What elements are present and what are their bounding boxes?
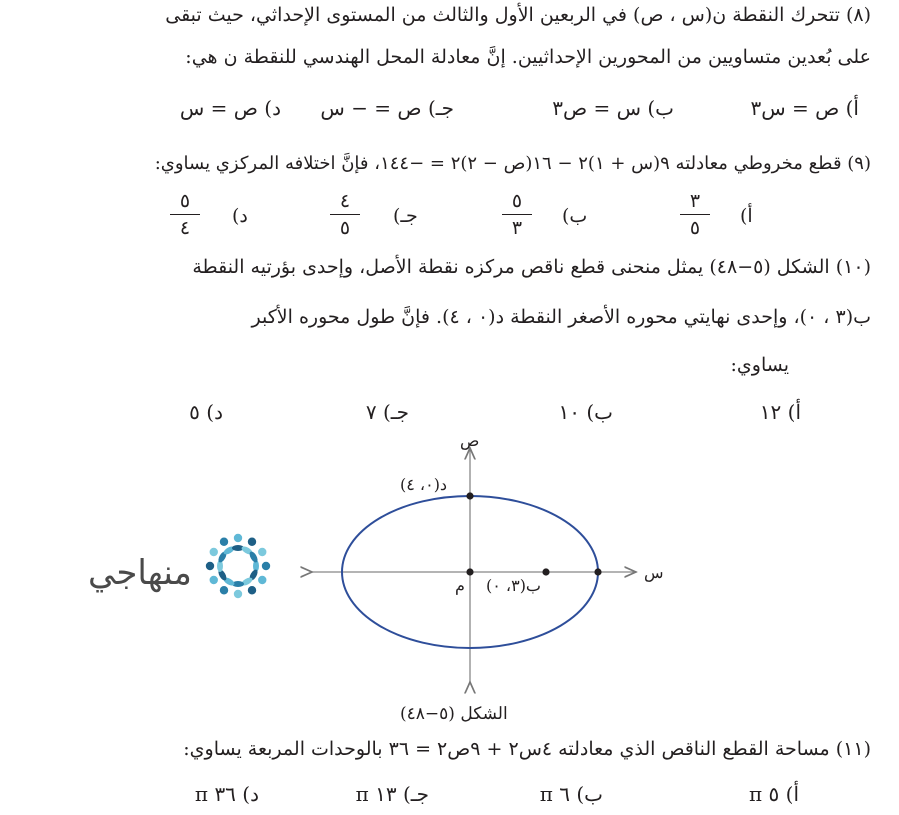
logo-person-head bbox=[206, 562, 214, 570]
logo-person-head bbox=[234, 590, 242, 598]
point-b-label: ب(٣، ٠) bbox=[486, 576, 541, 595]
q9-option-d-label: د) bbox=[232, 205, 248, 227]
logo-person-head bbox=[220, 538, 228, 546]
q11-option-b: ب) ٦ π bbox=[539, 782, 603, 806]
q10-line3: يساوي: bbox=[730, 354, 789, 376]
q9-option-d-den: ٤ bbox=[179, 217, 191, 239]
q9-option-a-den: ٥ bbox=[689, 217, 701, 239]
logo-person-head bbox=[220, 586, 228, 594]
q8-option-b: ب) س = ص٣ bbox=[552, 96, 674, 120]
point-d bbox=[466, 492, 473, 499]
logo-person-head bbox=[210, 576, 218, 584]
q10-option-b: ب) ١٠ bbox=[558, 400, 613, 424]
people-circle-logo-icon bbox=[206, 534, 270, 598]
q11-option-d: د) ٣٦ π bbox=[194, 782, 259, 806]
logo-person-head bbox=[248, 586, 256, 594]
point-vertex bbox=[594, 568, 601, 575]
q10-option-d: د) ٥ bbox=[189, 400, 223, 424]
logo-person-head bbox=[262, 562, 270, 570]
q9-option-d-num: ٥ bbox=[179, 190, 191, 212]
logo-person-head bbox=[248, 538, 256, 546]
q11-option-c: جـ) ١٣ π bbox=[355, 782, 429, 806]
origin-label: م bbox=[455, 576, 465, 595]
q8-option-d: د) ص = س bbox=[179, 96, 281, 120]
point-b bbox=[542, 568, 549, 575]
figure-caption: الشكل (٥−٤٨) bbox=[400, 704, 508, 724]
logo-person-head bbox=[210, 548, 218, 556]
q9-option-c-num: ٤ bbox=[339, 190, 351, 212]
q9-option-b-label: ب) bbox=[562, 205, 588, 227]
q9-option-c-den: ٥ bbox=[339, 217, 351, 239]
x-axis-label: س bbox=[644, 563, 664, 582]
q9-option-b-den: ٣ bbox=[511, 217, 523, 239]
q11-option-a: أ) ٥ π bbox=[749, 782, 799, 806]
point-d-label: د(٠، ٤) bbox=[400, 475, 448, 494]
q10-line2: ب(٣ ، ٠)، وإحدى نهايتي محوره الأصغر النقطة د(٠ ، ٤). فإنَّ طول محوره الأكبر bbox=[251, 306, 871, 328]
q8-line2: على بُعدين متساويين من المحورين الإحداثيين. إنَّ معادلة المحل الهندسي للنقطة ن هي: bbox=[185, 46, 871, 68]
q9-option-a-label: أ) bbox=[740, 205, 753, 227]
q9-option-a-num: ٣ bbox=[689, 190, 701, 212]
q9-option-b-num: ٥ bbox=[511, 190, 523, 212]
logo-person-head bbox=[258, 548, 266, 556]
logo-person-head bbox=[234, 534, 242, 542]
q10-option-c: جـ) ٧ bbox=[365, 400, 409, 424]
q9-text: (٩) قطع مخروطي معادلته ٩(س + ١)٢ − ١٦(ص − ٢)٢ = −١٤٤، فإنَّ اختلافه المركزي يساوي: bbox=[154, 153, 871, 174]
q8-option-c: جـ) ص = − س bbox=[320, 96, 454, 120]
logo-person-head bbox=[258, 576, 266, 584]
q9-option-c-label: جـ) bbox=[393, 205, 418, 227]
point-origin bbox=[466, 568, 473, 575]
q10-line1: (١٠) الشكل (٥−٤٨) يمثل منحنى قطع ناقص مركزه نقطة الأصل، وإحدى بؤرتيه النقطة bbox=[192, 256, 871, 278]
logo-text: منهاجي bbox=[88, 553, 192, 593]
q8-line1: (٨) تتحرك النقطة ن(س ، ص) في الربعين الأول والثالث من المستوى الإحداثي، حيث تبقى bbox=[165, 4, 871, 26]
q8-option-a: أ) ص = س٣ bbox=[750, 96, 859, 120]
q10-option-a: أ) ١٢ bbox=[759, 400, 801, 424]
y-axis-label: ص bbox=[460, 431, 480, 450]
q11-text: (١١) مساحة القطع الناقص الذي معادلته ٤س٢ + ٩ص٢ = ٣٦ بالوحدات المربعة يساوي: bbox=[183, 738, 871, 760]
